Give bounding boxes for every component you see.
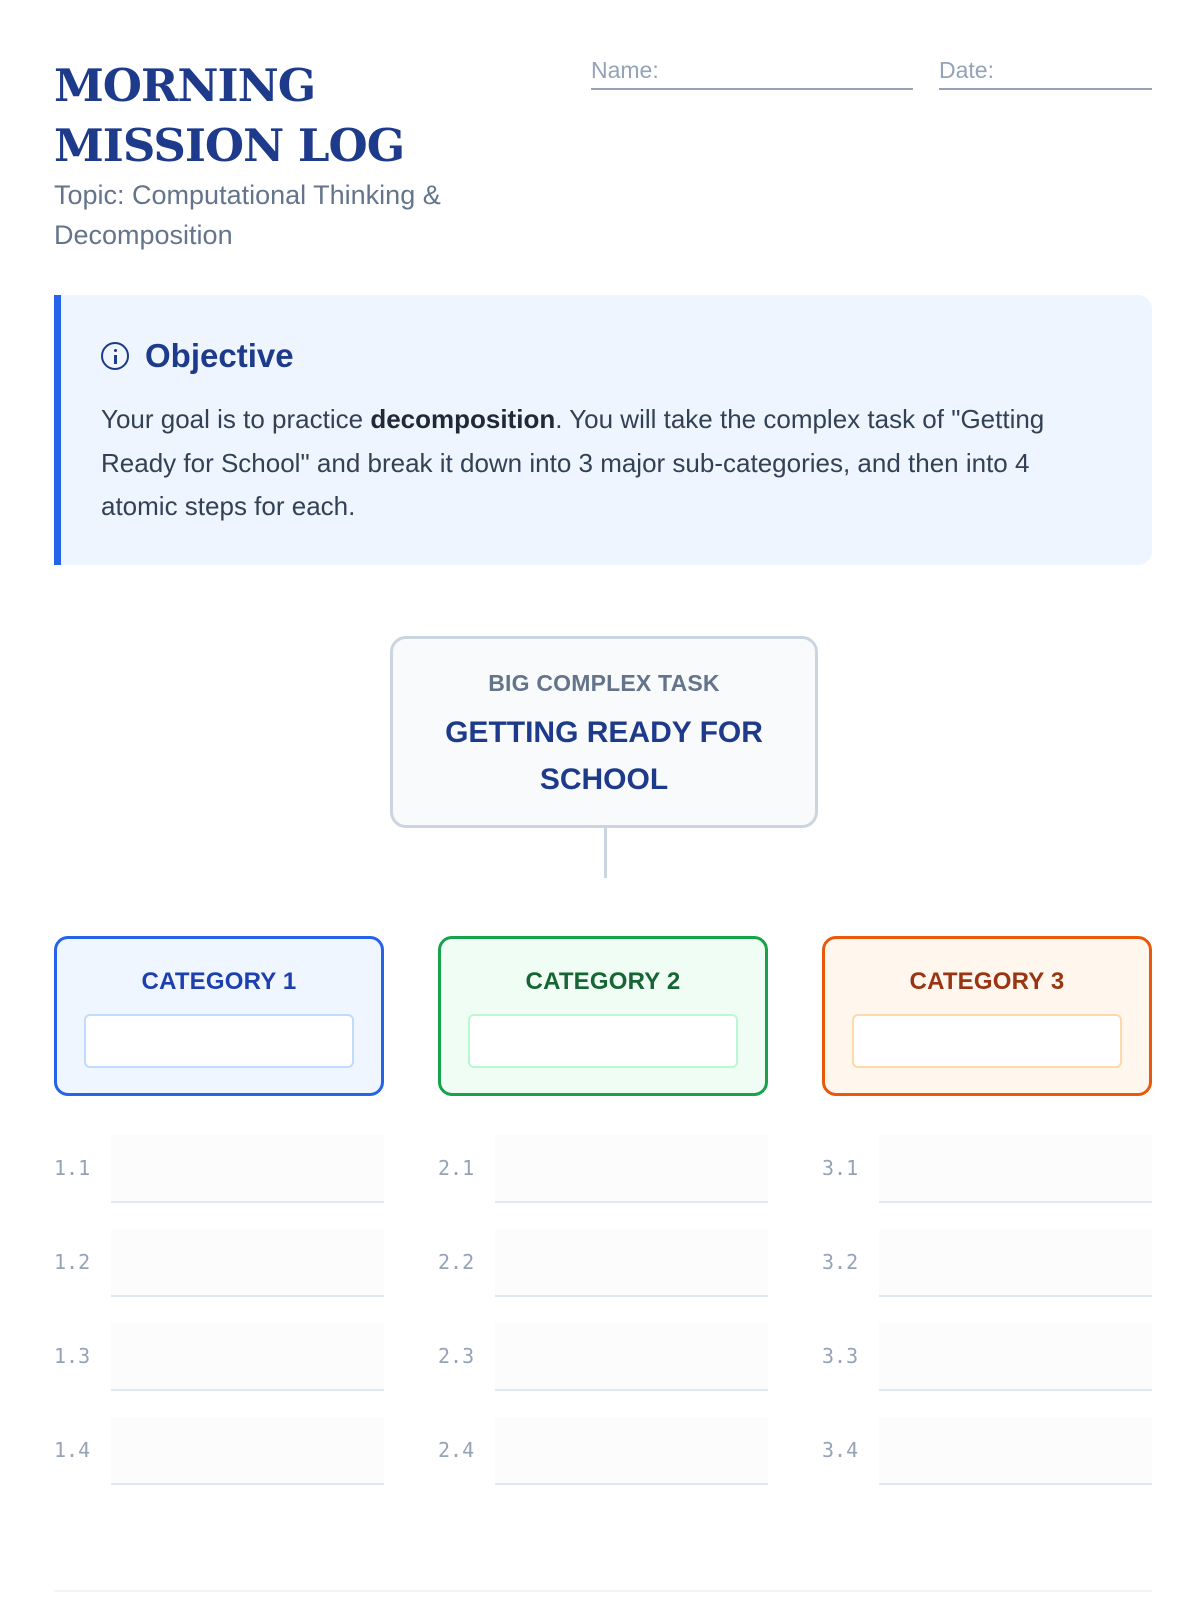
step-row — [438, 1417, 768, 1511]
big-task-label: BIG COMPLEX TASK — [488, 670, 720, 696]
objective-text — [101, 398, 1111, 529]
category-3-box — [822, 936, 1152, 1096]
step-input[interactable] — [111, 1417, 384, 1485]
step-row — [54, 1229, 384, 1323]
step-row — [54, 1417, 384, 1511]
step-input[interactable] — [495, 1135, 768, 1203]
step-input[interactable] — [879, 1135, 1152, 1203]
category-1-box — [54, 936, 384, 1096]
objective-text-start: Your goal is to practice — [101, 404, 371, 434]
category-2-steps — [438, 1135, 768, 1511]
step-input[interactable] — [879, 1323, 1152, 1391]
step-row — [438, 1323, 768, 1417]
big-task-name: GETTING READY FOR SCHOOL — [445, 716, 763, 796]
step-input[interactable] — [111, 1323, 384, 1391]
step-row — [822, 1229, 1152, 1323]
info-icon — [101, 342, 129, 370]
step-input[interactable] — [111, 1229, 384, 1297]
step-input[interactable] — [879, 1417, 1152, 1485]
date-field[interactable] — [939, 55, 1152, 90]
category-3-label: CATEGORY 3 — [909, 968, 1065, 995]
step-number: 2.3 — [438, 1344, 475, 1368]
step-number: 1.2 — [54, 1250, 91, 1274]
objective-box — [54, 295, 1152, 565]
step-row — [822, 1323, 1152, 1417]
name-label: Name: — [591, 57, 659, 83]
step-row — [822, 1135, 1152, 1229]
page-title: MORNING MISSION LOG — [54, 59, 405, 172]
objective-text-end: . You will take the complex task of "Getting Ready for School" and break it down into 3 major sub-categories, and then into 4 atomic steps for each. — [101, 404, 1045, 521]
step-input[interactable] — [495, 1417, 768, 1485]
task-connector-line — [604, 828, 607, 878]
step-row — [54, 1323, 384, 1417]
step-number: 2.1 — [438, 1156, 475, 1180]
step-row — [438, 1135, 768, 1229]
step-input[interactable] — [495, 1323, 768, 1391]
objective-header — [101, 337, 294, 375]
objective-keyword: decomposition — [370, 404, 556, 434]
name-field[interactable] — [591, 55, 913, 90]
step-row — [822, 1417, 1152, 1511]
footer-divider — [54, 1590, 1152, 1592]
worksheet-page — [54, 0, 1152, 1600]
category-1-steps — [54, 1135, 384, 1511]
step-number: 2.4 — [438, 1438, 475, 1462]
step-input[interactable] — [879, 1229, 1152, 1297]
step-number: 3.3 — [822, 1344, 859, 1368]
category-1-label: CATEGORY 1 — [141, 968, 297, 995]
category-1-input[interactable] — [84, 1014, 354, 1068]
step-number: 3.4 — [822, 1438, 859, 1462]
category-3-steps — [822, 1135, 1152, 1511]
page-topic: Topic: Computational Thinking & Decomposition — [54, 180, 441, 250]
step-number: 1.1 — [54, 1156, 91, 1180]
big-task-box — [390, 636, 818, 828]
date-label: Date: — [939, 57, 994, 83]
category-2-input[interactable] — [468, 1014, 738, 1068]
step-input[interactable] — [495, 1229, 768, 1297]
category-2-label: CATEGORY 2 — [525, 968, 681, 995]
objective-title: Objective — [145, 337, 294, 374]
step-number: 1.3 — [54, 1344, 91, 1368]
category-2-box — [438, 936, 768, 1096]
step-number: 2.2 — [438, 1250, 475, 1274]
category-3-input[interactable] — [852, 1014, 1122, 1068]
step-number: 1.4 — [54, 1438, 91, 1462]
step-number: 3.2 — [822, 1250, 859, 1274]
step-row — [438, 1229, 768, 1323]
step-number: 3.1 — [822, 1156, 859, 1180]
step-input[interactable] — [111, 1135, 384, 1203]
step-row — [54, 1135, 384, 1229]
